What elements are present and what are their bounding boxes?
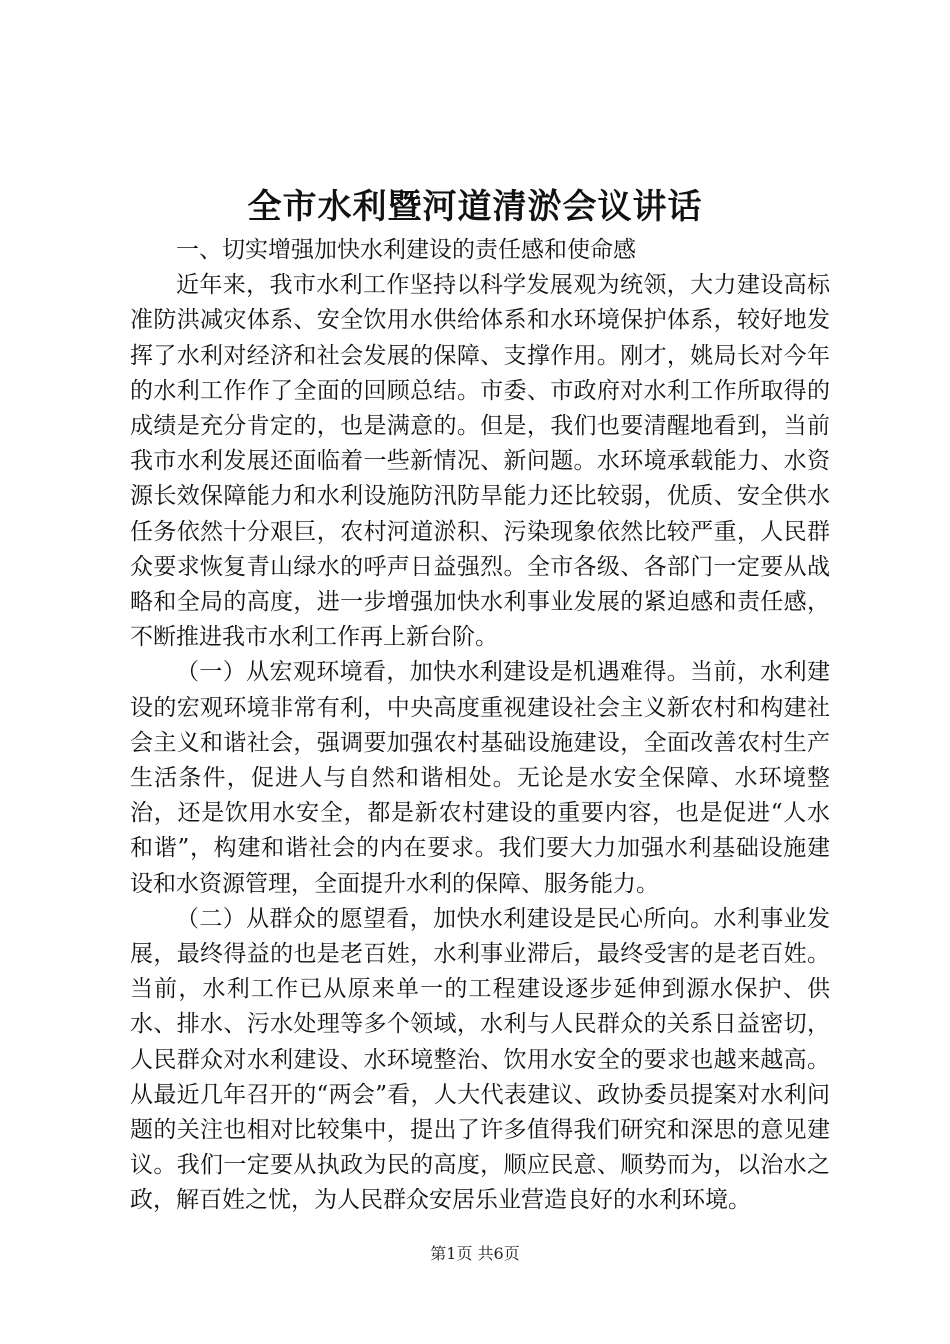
page-number-footer: 第1页 共6页 <box>430 1244 520 1263</box>
paragraph: （一）从宏观环境看，加快水利建设是机遇难得。当前，水利建设的宏观环境非常有利，中央高度重视建设社会主义新农村和构建社会主义和谐社会，强调要加强农村基础设施建设，全面改善农村生产生活条件，促进人与自然和谐相处。无论是水安全保障、水环境整治，还是饮用水安全，都是新农村建设的重要内容，也是促进“人水和谐”，构建和谐社会的内在要求。我们要大力加强水利基础设施建设和水资源管理，全面提升水利的保障、服务能力。 <box>130 659 830 897</box>
paragraph: 近年来，我市水利工作坚持以科学发展观为统领，大力建设高标准防洪减灾体系、安全饮用水供给体系和水环境保护体系，较好地发挥了水利对经济和社会发展的保障、支撑作用。刚才，姚局长对今年的水利工作作了全面的回顾总结。市委、市政府对水利工作所取得的成绩是充分肯定的，也是满意的。但是，我们也要清醒地看到，当前我市水利发展还面临着一些新情况、新问题。水环境承载能力、水资源长效保障能力和水利设施防汛防旱能力还比较弱，优质、安全供水任务依然十分艰巨，农村河道淤积、污染现象依然比较严重，人民群众要求恢复青山绿水的呼声日益强烈。全市各级、各部门一定要从战略和全局的高度，进一步增强加快水利事业发展的紧迫感和责任感，不断推进我市水利工作再上新台阶。 <box>130 272 830 651</box>
paragraph: （二）从群众的愿望看，加快水利建设是民心所向。水利事业发展，最终得益的也是老百姓，水利事业滞后，最终受害的是老百姓。当前，水利工作已从原来单一的工程建设逐步延伸到源水保护、供水、排水、污水处理等多个领域，水利与人民群众的关系日益密切，人民群众对水利建设、水环境整治、饮用水安全的要求也越来越高。从最近几年召开的“两会”看，人大代表建议、政协委员提案对水利问题的关注也相对比较集中，提出了许多值得我们研究和深思的意见建议。我们一定要从执政为民的高度，顺应民意、顺势而为，以治水之政，解百姓之忧，为人民群众安居乐业营造良好的水利环境。 <box>130 905 830 1214</box>
document-title: 全市水利暨河道清淤会议讲话 <box>247 187 703 227</box>
section-heading: 一、切实增强加快水利建设的责任感和使命感 <box>176 237 636 263</box>
document-body <box>130 233 830 1219</box>
